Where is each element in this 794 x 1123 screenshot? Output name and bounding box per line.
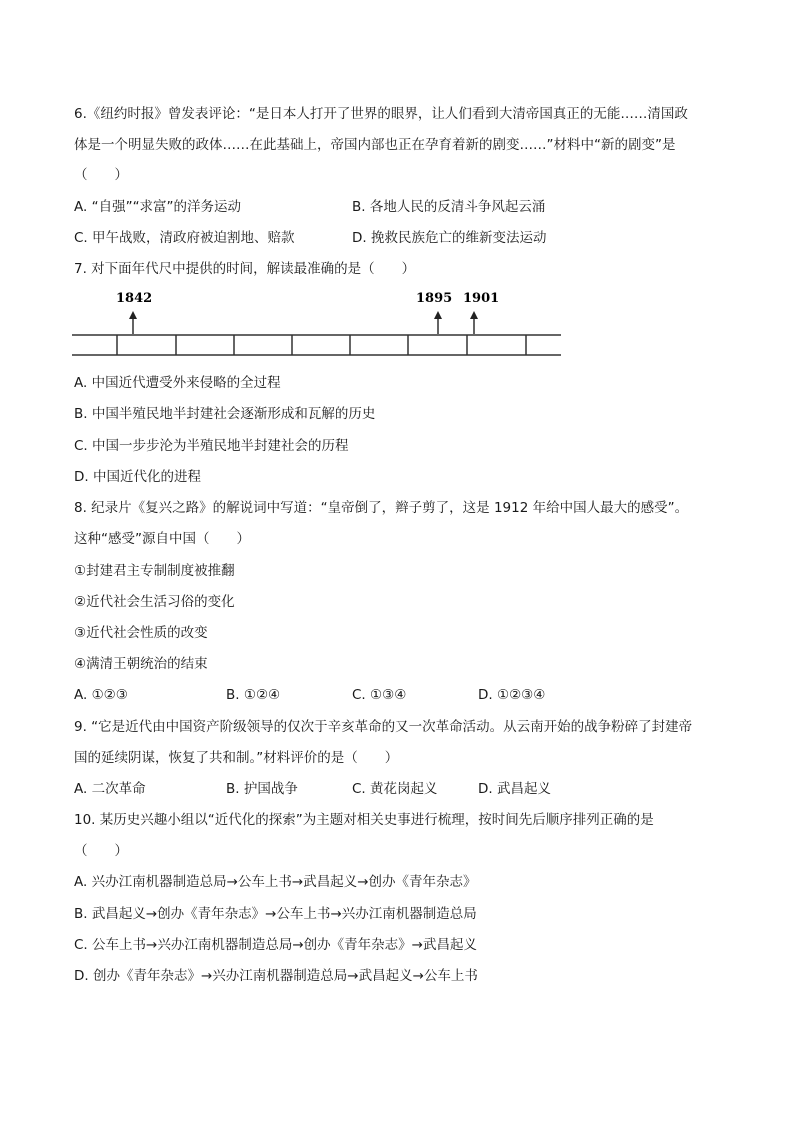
- q10-option-a: A. 兴办江南机器制造总局→公车上书→武昌起义→创办《青年杂志》: [74, 874, 477, 890]
- q7-option-d: D. 中国近代化的进程: [74, 469, 201, 485]
- q6-option-a: A. “自强”“求富”的洋务运动: [74, 199, 242, 215]
- timeline-year-label: 1901: [463, 291, 500, 306]
- q6-option-c: C. 甲午战败，清政府被迫割地、赔款: [74, 230, 295, 246]
- q8-option-c: C. ①③④: [352, 687, 407, 703]
- q6-stem-line1: 6.《纽约时报》曾发表评论：“是日本人打开了世界的眼界，让人们看到大清帝国真正的无能……清国政: [74, 106, 688, 122]
- year-timeline: [72, 286, 572, 365]
- q10-answer-blank: （ ）: [74, 843, 128, 859]
- q9-stem-line2: 国的延续阴谋，恢复了共和制。”材料评价的是（ ）: [74, 750, 399, 766]
- timeline-arrow-1901: [470, 311, 478, 334]
- q8-stem-line2: 这种“感受”源自中国（ ）: [74, 531, 250, 547]
- q7-option-b: B. 中国半殖民地半封建社会逐渐形成和瓦解的历史: [74, 406, 376, 422]
- timeline-year-label: 1842: [116, 291, 153, 306]
- q9-option-d: D. 武昌起义: [478, 781, 551, 797]
- timeline-arrow-1895: [434, 311, 442, 334]
- q10-option-b: B. 武昌起义→创办《青年杂志》→公车上书→兴办江南机器制造总局: [74, 906, 477, 922]
- q10-option-c: C. 公车上书→兴办江南机器制造总局→创办《青年杂志》→武昌起义: [74, 937, 477, 953]
- timeline-year-label: 1895: [416, 291, 453, 306]
- q10-option-d: D. 创办《青年杂志》→兴办江南机器制造总局→武昌起义→公车上书: [74, 968, 478, 984]
- q9-stem-line1: 9. “它是近代由中国资产阶级领导的仅次于辛亥革命的又一次革命活动。从云南开始的战争粉碎了封建帝: [74, 719, 693, 735]
- timeline-ticks: [117, 335, 526, 355]
- q7-stem: 7. 对下面年代尺中提供的时间，解读最准确的是（ ）: [74, 261, 416, 277]
- q8-item-4: ④满清王朝统治的结束: [74, 656, 208, 672]
- q9-option-c: C. 黄花岗起义: [352, 781, 438, 797]
- q9-option-a: A. 二次革命: [74, 781, 146, 797]
- q8-stem-line1: 8. 纪录片《复兴之路》的解说词中写道：“皇帝倒了，辫子剪了，这是 1912 年给中国人最大的感受”。: [74, 500, 689, 516]
- q6-option-d: D. 挽救民族危亡的维新变法运动: [352, 230, 547, 246]
- timeline-svg: [72, 286, 572, 361]
- q8-item-1: ①封建君主专制制度被推翻: [74, 563, 235, 579]
- q10-stem-line1: 10. 某历史兴趣小组以“近代化的探索”为主题对相关史事进行梳理，按时间先后顺序排列正确的是: [74, 812, 654, 828]
- q7-option-c: C. 中国一步步沦为半殖民地半封建社会的历程: [74, 438, 349, 454]
- q8-option-a: A. ①②③: [74, 687, 128, 703]
- q8-option-b: B. ①②④: [226, 687, 281, 703]
- q9-option-b: B. 护国战争: [226, 781, 298, 797]
- q6-answer-blank: （ ）: [74, 167, 128, 183]
- q6-stem-line2: 体是一个明显失败的政体……在此基础上，帝国内部也正在孕育着新的剧变……”材料中“新的剧变”是: [74, 137, 676, 153]
- q8-item-3: ③近代社会性质的改变: [74, 625, 208, 641]
- q8-item-2: ②近代社会生活习俗的变化: [74, 594, 235, 610]
- q6-option-b: B. 各地人民的反清斗争风起云涌: [352, 199, 546, 215]
- q8-option-d: D. ①②③④: [478, 687, 546, 703]
- q7-option-a: A. 中国近代遭受外来侵略的全过程: [74, 375, 281, 391]
- timeline-arrow-1842: [129, 311, 137, 334]
